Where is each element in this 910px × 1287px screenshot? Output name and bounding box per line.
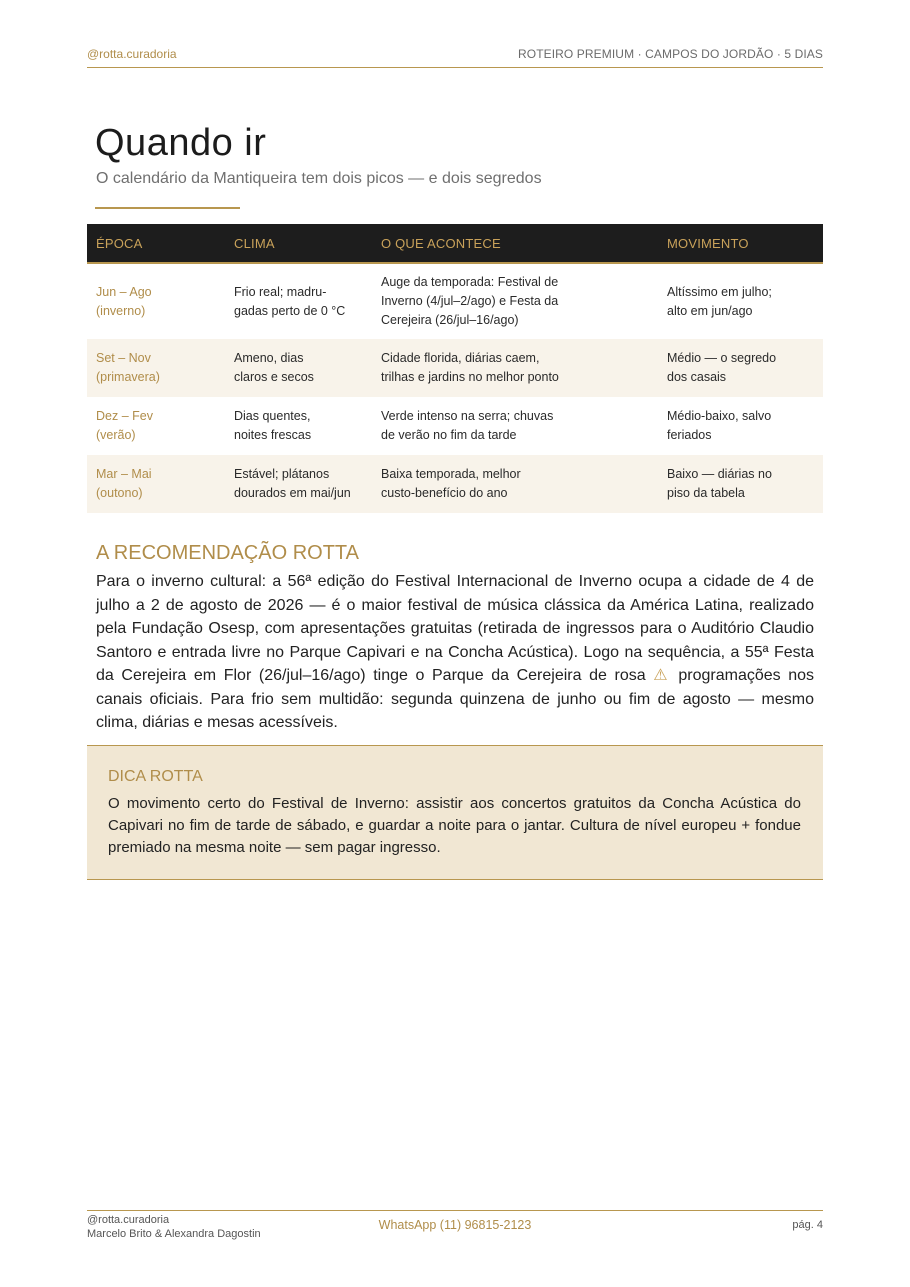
table-cell-movimento: Baixo — diárias no piso da tabela xyxy=(658,455,823,513)
footer-whatsapp-contact: WhatsApp (11) 96815-2123 xyxy=(378,1218,532,1232)
recommendation-text xyxy=(96,570,814,735)
table-row xyxy=(87,263,823,339)
header-doc-meta: ROTEIRO PREMIUM · CAMPOS DO JORDÃO · 5 DIAS xyxy=(518,47,823,61)
table-cell-acontece: Auge da temporada: Festival de Inverno (4/jul–2/ago) e Festa da Cerejeira (26/jul–16/ago) xyxy=(381,275,559,327)
table-cell-acontece: Verde intenso na serra; chuvas de verão no fim da tarde xyxy=(381,409,554,442)
table-row xyxy=(87,339,823,397)
title-divider xyxy=(95,207,240,209)
column-header-o-que-acontece: O QUE ACONTECE xyxy=(372,224,658,263)
table-cell-movimento: Médio-baixo, salvo feriados xyxy=(667,409,772,442)
footer-brand: @rotta.curadoria xyxy=(87,1214,170,1226)
header-brand: @rotta.curadoria xyxy=(87,47,177,61)
table-row xyxy=(87,455,823,513)
table-header-row xyxy=(87,224,823,263)
table-cell-clima: Dias quentes, noites frescas xyxy=(234,409,312,442)
season-table xyxy=(87,224,823,513)
page-header xyxy=(87,40,823,68)
table-cell-clima: Ameno, dias claros e secos xyxy=(225,339,372,397)
column-header-epoca: ÉPOCA xyxy=(87,224,225,263)
table-cell-epoca: Mar – Mai (outono) xyxy=(87,455,225,513)
column-header-clima: CLIMA xyxy=(225,224,372,263)
table-cell-epoca: Dez – Fev (verão) xyxy=(96,409,153,442)
page-footer xyxy=(87,1210,823,1251)
table-cell-movimento: Altíssimo em julho; alto em jun/ago xyxy=(667,284,772,318)
footer-authors: Marcelo Brito & Alexandra Dagostin xyxy=(87,1228,261,1240)
page-number: pág. 4 xyxy=(792,1219,823,1231)
table-cell-acontece: Cidade florida, diárias caem, trilhas e jardins no melhor ponto xyxy=(372,339,658,397)
tip-box xyxy=(87,745,823,880)
page-title: Quando ir xyxy=(95,122,267,164)
page-subtitle: O calendário da Mantiqueira tem dois picos — e dois segredos xyxy=(96,170,542,187)
table-cell-epoca: Jun – Ago (inverno) xyxy=(96,284,152,318)
warning-icon: ⚠ xyxy=(653,667,671,684)
table-row xyxy=(87,397,823,455)
table-cell-acontece: Baixa temporada, melhor custo-benefício do ano xyxy=(372,455,658,513)
recommendation-heading: A RECOMENDAÇÃO ROTTA xyxy=(96,542,359,564)
tip-text: O movimento certo do Festival de Inverno: assistir aos concertos gratuitos da Concha Acústica do Capivari no fim de tarde de sábado, e guardar a noite para o jantar. Cultura de nível europeu + fondue premiado na mesma noite — sem pagar ingresso. xyxy=(108,795,801,856)
table-cell-epoca: Set – Nov (primavera) xyxy=(87,339,225,397)
table-cell-movimento: Médio — o segredo dos casais xyxy=(658,339,823,397)
table-cell-clima: Estável; plátanos dourados em mai/jun xyxy=(225,455,372,513)
column-header-movimento: MOVIMENTO xyxy=(658,224,823,263)
recommendation-text-part-2: programações nos canais oficiais. Para frio sem multidão: segunda quinzena de junho ou fim de agosto — mesmo clima, diárias e mesas acessíveis. xyxy=(96,667,815,731)
table-cell-clima: Frio real; madru- gadas perto de 0 °C xyxy=(234,284,346,318)
recommendation-text-part-1: Para o inverno cultural: a 56ª edição do Festival Internacional de Inverno ocupa a cidade de 4 de julho a 2 de agosto de 2026 — é o maior festival de música clássica da América Latina, realizado pela Fundação Osesp, com apresentações gratuitas (retirada de ingressos para o Auditório Claudio Santoro e entrada livre no Parque Capivari e na Concha Acústica). Logo na sequência, a 55ª Festa da Cerejeira em Flor (26/jul–16/ago) tinge o Parque da Cerejeira de rosa xyxy=(96,573,814,684)
tip-title: DICA ROTTA xyxy=(108,768,203,785)
